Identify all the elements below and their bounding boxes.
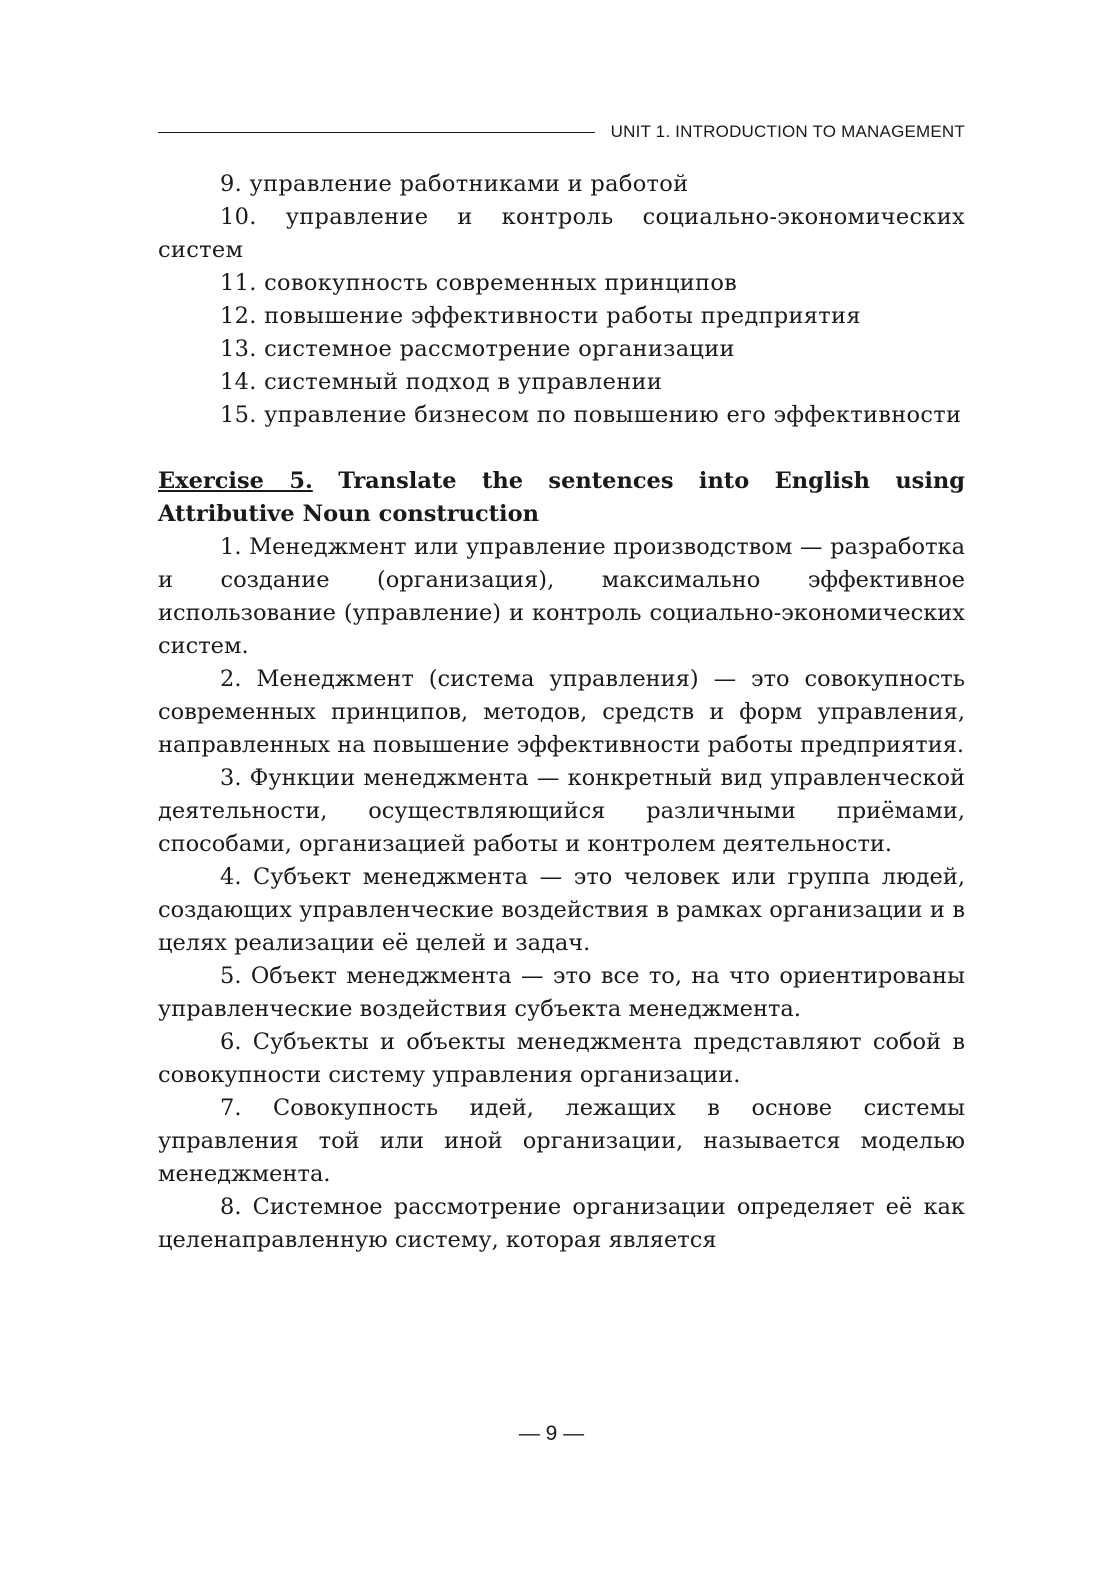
page-number: — 9 — bbox=[518, 1422, 585, 1445]
list-item: 14. системный подход в управлении bbox=[220, 369, 663, 395]
list-item: 15. управление бизнесом по повышению его эффективности bbox=[220, 402, 962, 428]
sentence-paragraph: 5. Объект менеджмента — это все то, на что ориентированы управленческие воздействия субъекта менеджмента. bbox=[158, 963, 965, 1022]
running-header bbox=[158, 118, 965, 146]
sentence-paragraph: 7. Совокупность идей, лежащих в основе системы управления той или иной организации, называется моделью менеджмента. bbox=[158, 1095, 965, 1187]
section-spacer bbox=[158, 432, 965, 465]
sentence-paragraph: 4. Субъект менеджмента — это человек или группа людей, создающих управленческие воздействия в рамках организации и в целях реализации её целей и задач. bbox=[158, 864, 965, 956]
list-item: 13. системное рассмотрение организации bbox=[220, 336, 735, 362]
list-item: 12. повышение эффективности работы предприятия bbox=[220, 303, 861, 329]
sentence-paragraph: 8. Системное рассмотрение организации определяет её как целенаправленную систему, которая является bbox=[158, 1194, 965, 1253]
sentence-paragraph: 3. Функции менеджмента — конкретный вид управленческой деятельности, осуществляющийся различными приёмами, способами, организацией работы и контролем деятельности. bbox=[158, 765, 965, 857]
list-item: 10. управление и контроль социально-экономических систем bbox=[158, 204, 965, 263]
list-item: 9. управление работниками и работой bbox=[220, 171, 689, 197]
page-body bbox=[158, 168, 965, 1257]
exercise-instruction: Translate the sentences into English using Attributive Noun construction bbox=[158, 468, 965, 527]
running-head-title: UNIT 1. INTRODUCTION TO MANAGEMENT bbox=[610, 122, 965, 141]
exercise-label: Exercise 5. bbox=[158, 468, 313, 494]
list-item: 11. совокупность современных принципов bbox=[220, 270, 738, 296]
header-rule bbox=[158, 132, 595, 133]
sentence-paragraph: 2. Менеджмент (система управления) — это совокупность современных принципов, методов, средств и форм управления, направленных на повышение эффективности работы предприятия. bbox=[158, 666, 965, 758]
sentence-paragraph: 1. Менеджмент или управление производством — разработка и создание (организация), максимально эффективное использование (управление) и контроль социально-экономических систем. bbox=[158, 534, 965, 659]
exercise-heading bbox=[158, 465, 965, 531]
sentence-paragraph: 6. Субъекты и объекты менеджмента представляют собой в совокупности систему управления организации. bbox=[158, 1029, 965, 1088]
